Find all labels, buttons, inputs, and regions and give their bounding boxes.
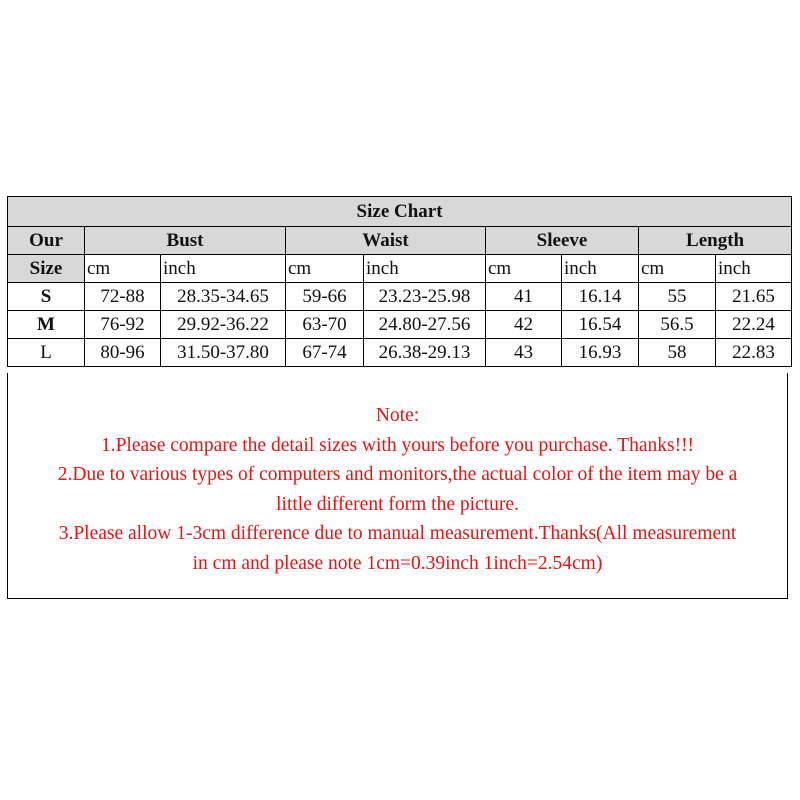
waist-inch-cell: 26.38-29.13: [364, 339, 486, 367]
unit-inch: inch: [364, 255, 486, 283]
size-label: S: [8, 283, 85, 311]
waist-cm-cell: 67-74: [286, 339, 364, 367]
length-inch-cell: 22.24: [716, 311, 792, 339]
unit-cm: cm: [286, 255, 364, 283]
column-header-length: Length: [639, 227, 792, 255]
unit-inch: inch: [161, 255, 286, 283]
waist-inch-cell: 24.80-27.56: [364, 311, 486, 339]
waist-inch-cell: 23.23-25.98: [364, 283, 486, 311]
length-cm-cell: 56.5: [639, 311, 716, 339]
bust-cm-cell: 80-96: [85, 339, 161, 367]
bust-inch-cell: 29.92-36.22: [161, 311, 286, 339]
size-chart-table: [7, 196, 792, 367]
waist-cm-cell: 63-70: [286, 311, 364, 339]
waist-cm-cell: 59-66: [286, 283, 364, 311]
table-title-row: [8, 197, 792, 227]
length-inch-cell: 21.65: [716, 283, 792, 311]
sleeve-inch-cell: 16.93: [562, 339, 639, 367]
size-label: M: [8, 311, 85, 339]
bust-cm-cell: 76-92: [85, 311, 161, 339]
note-line-2b: little different form the picture.: [276, 493, 519, 515]
header-row-units: [8, 255, 792, 283]
bust-inch-cell: 31.50-37.80: [161, 339, 286, 367]
unit-cm: cm: [85, 255, 161, 283]
table-row: [8, 311, 792, 339]
note-box: [7, 373, 788, 599]
sleeve-cm-cell: 42: [486, 311, 562, 339]
size-header-top: Our: [8, 227, 85, 255]
column-header-sleeve: Sleeve: [486, 227, 639, 255]
column-header-waist: Waist: [286, 227, 486, 255]
table-title: Size Chart: [8, 197, 792, 227]
note-line-1: 1.Please compare the detail sizes with yours before you purchase. Thanks!!!: [100, 434, 695, 456]
length-cm-cell: 58: [639, 339, 716, 367]
column-header-bust: Bust: [85, 227, 286, 255]
note-line-3a: 3.Please allow 1-3cm difference due to manual measurement.Thanks(All measurement: [58, 523, 737, 544]
bust-cm-cell: 72-88: [85, 283, 161, 311]
length-inch-cell: 22.83: [716, 339, 792, 367]
length-cm-cell: 55: [639, 283, 716, 311]
table-row: [8, 283, 792, 311]
sleeve-inch-cell: 16.54: [562, 311, 639, 339]
sleeve-cm-cell: 41: [486, 283, 562, 311]
unit-cm: cm: [639, 255, 716, 283]
size-header-bottom: Size: [8, 255, 85, 283]
unit-inch: inch: [562, 255, 639, 283]
note-line-3b: in cm and please note 1cm=0.39inch 1inch=2.54cm): [192, 552, 603, 574]
header-row-columns: [8, 227, 792, 255]
note-heading: Note:: [375, 405, 420, 426]
table-row: [8, 339, 792, 367]
unit-inch: inch: [716, 255, 792, 283]
sleeve-inch-cell: 16.14: [562, 283, 639, 311]
sleeve-cm-cell: 43: [486, 339, 562, 367]
size-label: L: [8, 339, 85, 367]
unit-cm: cm: [486, 255, 562, 283]
bust-inch-cell: 28.35-34.65: [161, 283, 286, 311]
note-line-2a: 2.Due to various types of computers and monitors,the actual color of the item may be a: [57, 464, 738, 485]
